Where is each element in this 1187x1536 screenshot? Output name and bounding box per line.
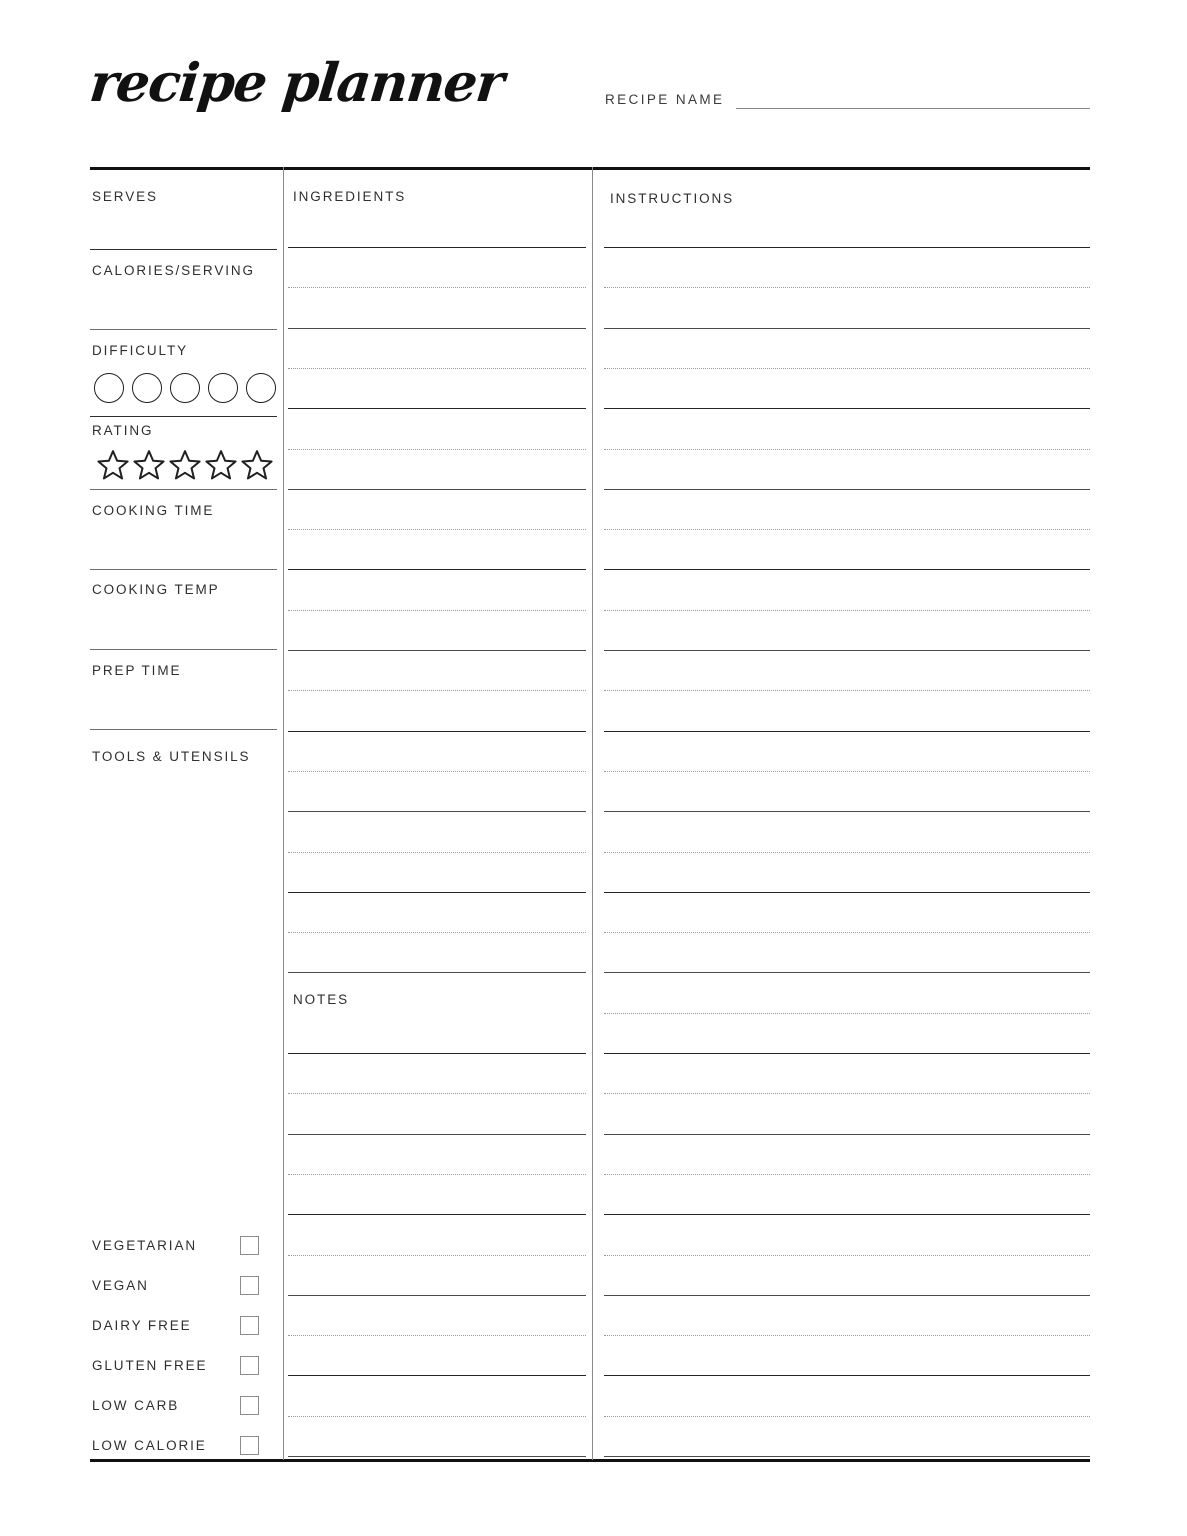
writing-line-solid[interactable] [288,569,586,570]
circle-icon[interactable] [94,373,124,403]
writing-line-dotted[interactable] [288,1335,586,1336]
star-icon[interactable] [132,448,166,482]
diet-option-gluten-free[interactable] [92,1345,278,1385]
circle-icon[interactable] [208,373,238,403]
meta-rule-prep-time [90,729,277,730]
meta-label-cooking-temp: COOKING TEMP [92,582,220,597]
circle-icon[interactable] [132,373,162,403]
checkbox[interactable] [240,1436,259,1455]
recipe-name-label: RECIPE NAME [605,92,725,107]
writing-line-solid[interactable] [604,811,1090,812]
writing-line-solid[interactable] [288,650,586,651]
meta-rule-cooking-time [90,569,277,570]
writing-line-dotted[interactable] [604,449,1090,450]
star-icon[interactable] [204,448,238,482]
notes-heading: NOTES [293,992,350,1007]
writing-line-dotted[interactable] [604,932,1090,933]
writing-line-dotted[interactable] [288,1093,586,1094]
writing-line-dotted[interactable] [288,529,586,530]
writing-line-solid[interactable] [604,408,1090,409]
writing-line-dotted[interactable] [604,690,1090,691]
writing-line-dotted[interactable] [604,1335,1090,1336]
star-icon[interactable] [168,448,202,482]
meta-rule-cooking-temp [90,649,277,650]
writing-line-solid[interactable] [604,569,1090,570]
meta-label-serves: SERVES [92,189,158,204]
writing-line-solid[interactable] [604,1134,1090,1135]
instructions-heading: INSTRUCTIONS [610,191,735,206]
writing-line-dotted[interactable] [604,368,1090,369]
star-icon[interactable] [240,448,274,482]
diet-label: GLUTEN FREE [92,1357,208,1373]
writing-line-solid[interactable] [604,1456,1090,1457]
diet-label: LOW CALORIE [92,1437,207,1453]
writing-line-solid[interactable] [288,247,586,248]
writing-line-solid[interactable] [288,1134,586,1135]
writing-line-dotted[interactable] [604,1013,1090,1014]
circle-icon[interactable] [246,373,276,403]
meta-label-cooking-time: COOKING TIME [92,503,215,518]
writing-line-solid[interactable] [288,1214,586,1215]
writing-line-solid[interactable] [288,1295,586,1296]
writing-line-solid[interactable] [288,1375,586,1376]
checkbox[interactable] [240,1236,259,1255]
meta-label-tools-utensils: TOOLS & UTENSILS [92,749,251,764]
meta-rule-calories [90,329,277,330]
writing-line-solid[interactable] [288,972,586,973]
diet-label: LOW CARB [92,1397,180,1413]
writing-line-solid[interactable] [604,247,1090,248]
recipe-name-rule[interactable] [736,108,1090,109]
writing-line-dotted[interactable] [288,368,586,369]
writing-line-solid[interactable] [604,731,1090,732]
diet-label: DAIRY FREE [92,1317,192,1333]
writing-line-dotted[interactable] [288,771,586,772]
writing-line-dotted[interactable] [604,610,1090,611]
diet-option-dairy-free[interactable] [92,1305,278,1345]
meta-column [90,167,278,1460]
writing-line-solid[interactable] [288,811,586,812]
writing-line-solid[interactable] [288,1053,586,1054]
circle-icon[interactable] [170,373,200,403]
writing-line-dotted[interactable] [288,690,586,691]
writing-line-solid[interactable] [288,731,586,732]
writing-line-dotted[interactable] [288,932,586,933]
writing-line-dotted[interactable] [604,1416,1090,1417]
writing-line-dotted[interactable] [288,287,586,288]
writing-line-dotted[interactable] [604,1255,1090,1256]
diet-option-vegan[interactable] [92,1265,278,1305]
instructions-column [592,167,1090,1460]
checkbox[interactable] [240,1396,259,1415]
writing-line-solid[interactable] [288,408,586,409]
writing-line-solid[interactable] [288,328,586,329]
rating-scale[interactable] [96,448,274,482]
meta-rule-rating [90,489,277,490]
diet-option-vegetarian[interactable] [92,1225,278,1265]
ingredients-column [283,167,592,1460]
writing-line-dotted[interactable] [288,852,586,853]
checkbox[interactable] [240,1356,259,1375]
meta-label-rating: RATING [92,423,154,438]
writing-line-dotted[interactable] [604,529,1090,530]
ingredients-heading: INGREDIENTS [293,189,407,204]
meta-rule-serves [90,249,277,250]
writing-line-dotted[interactable] [288,449,586,450]
page-header [86,46,1090,146]
writing-line-solid[interactable] [604,650,1090,651]
diet-option-low-calorie[interactable] [92,1425,278,1465]
star-icon[interactable] [96,448,130,482]
writing-line-solid[interactable] [288,892,586,893]
diet-label: VEGAN [92,1277,149,1293]
writing-line-solid[interactable] [604,972,1090,973]
writing-line-dotted[interactable] [604,1174,1090,1175]
meta-rule-difficulty [90,416,277,417]
checkbox[interactable] [240,1276,259,1295]
writing-line-solid[interactable] [288,1456,586,1457]
checkbox[interactable] [240,1316,259,1335]
writing-line-dotted[interactable] [604,287,1090,288]
writing-line-dotted[interactable] [604,852,1090,853]
meta-label-difficulty: DIFFICULTY [92,343,188,358]
diet-checklist [92,1225,278,1465]
writing-line-dotted[interactable] [604,771,1090,772]
writing-line-dotted[interactable] [604,1093,1090,1094]
writing-line-solid[interactable] [604,489,1090,490]
writing-line-dotted[interactable] [288,1174,586,1175]
diet-label: VEGETARIAN [92,1237,198,1253]
writing-line-solid[interactable] [604,1053,1090,1054]
writing-line-solid[interactable] [288,489,586,490]
recipe-name-field[interactable] [605,92,1090,109]
page-title: recipe planner [86,52,506,114]
meta-label-calories: CALORIES/SERVING [92,263,255,278]
writing-line-solid[interactable] [604,328,1090,329]
writing-line-dotted[interactable] [288,1255,586,1256]
writing-line-solid[interactable] [604,892,1090,893]
writing-line-dotted[interactable] [288,1416,586,1417]
writing-line-solid[interactable] [604,1375,1090,1376]
difficulty-scale[interactable] [94,373,276,403]
writing-line-solid[interactable] [604,1295,1090,1296]
writing-line-dotted[interactable] [288,610,586,611]
meta-label-prep-time: PREP TIME [92,663,182,678]
diet-option-low-carb[interactable] [92,1385,278,1425]
writing-line-solid[interactable] [604,1214,1090,1215]
